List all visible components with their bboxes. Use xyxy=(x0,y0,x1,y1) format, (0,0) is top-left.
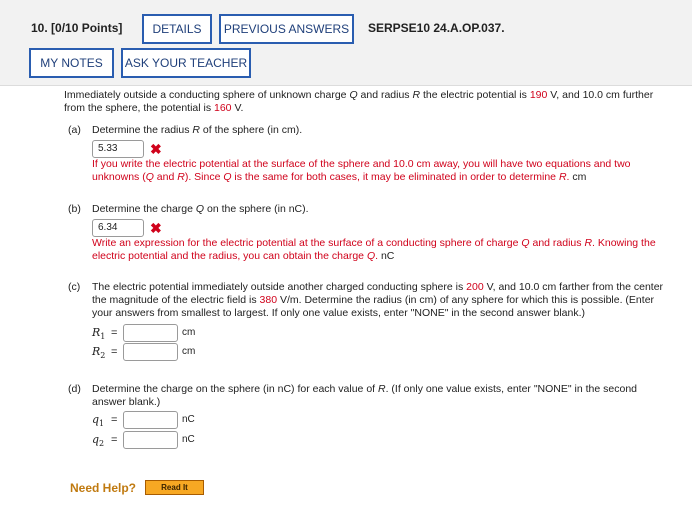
field-value: 380 xyxy=(259,294,278,306)
equals-sign: = xyxy=(111,346,118,358)
equals-sign: = xyxy=(111,414,118,426)
q2-input[interactable] xyxy=(123,431,178,449)
potential-value-2: 160 xyxy=(214,102,232,114)
incorrect-x-icon: ✖ xyxy=(150,141,162,157)
equals-sign: = xyxy=(111,327,118,339)
problem-statement: Immediately outside a conducting sphere of unknown charge Q and radius R the electric potential is 190 V, and 10.0 cm further from the sphere, the potential is 160 V. xyxy=(64,89,654,114)
potential-value-1: 190 xyxy=(529,89,548,101)
part-a-feedback: If you write the electric potential at the surface of the sphere and 10.0 cm away, you will have two equations and two unknowns (Q and R). Since Q is the same for both cases, it may be eliminated in order to determine R. cm xyxy=(92,158,631,183)
r1-label: $R_1$ xyxy=(92,326,106,342)
problem-code: SERPSE10 24.A.OP.037. xyxy=(368,21,505,35)
details-button[interactable]: DETAILS xyxy=(142,14,212,44)
q1-input[interactable] xyxy=(123,411,178,429)
r2-input[interactable] xyxy=(123,343,178,361)
previous-answers-button[interactable]: PREVIOUS ANSWERS xyxy=(219,14,354,44)
q1-unit: nC xyxy=(182,414,195,425)
potential-value-3: 200 xyxy=(466,281,484,293)
question-header xyxy=(0,0,692,86)
q2-unit: nC xyxy=(182,434,195,445)
need-help-label: Need Help? xyxy=(70,481,137,495)
my-notes-button[interactable]: MY NOTES xyxy=(29,48,114,78)
question-title: 10. [0/10 Points] xyxy=(31,21,123,35)
part-a-answer-input[interactable]: 5.33 xyxy=(92,140,144,158)
r2-label: $R_2$ xyxy=(92,345,106,361)
read-it-button[interactable]: Read It xyxy=(145,480,204,495)
part-b-answer-input[interactable]: 6.34 xyxy=(92,219,144,237)
q2-label: $q_2$ xyxy=(92,433,105,449)
part-b-feedback: Write an expression for the electric potential at the surface of a conducting sphere of charge Q and radius R. Knowing the electric potential and the radius, you can obtain the charge Q. nC xyxy=(92,237,656,262)
r2-unit: cm xyxy=(182,346,196,357)
ask-teacher-button[interactable]: ASK YOUR TEACHER xyxy=(121,48,251,78)
q1-label: $q_1$ xyxy=(92,413,105,429)
r1-unit: cm xyxy=(182,327,196,338)
equals-sign: = xyxy=(111,434,118,446)
r1-input[interactable] xyxy=(123,324,178,342)
incorrect-x-icon: ✖ xyxy=(150,220,162,236)
